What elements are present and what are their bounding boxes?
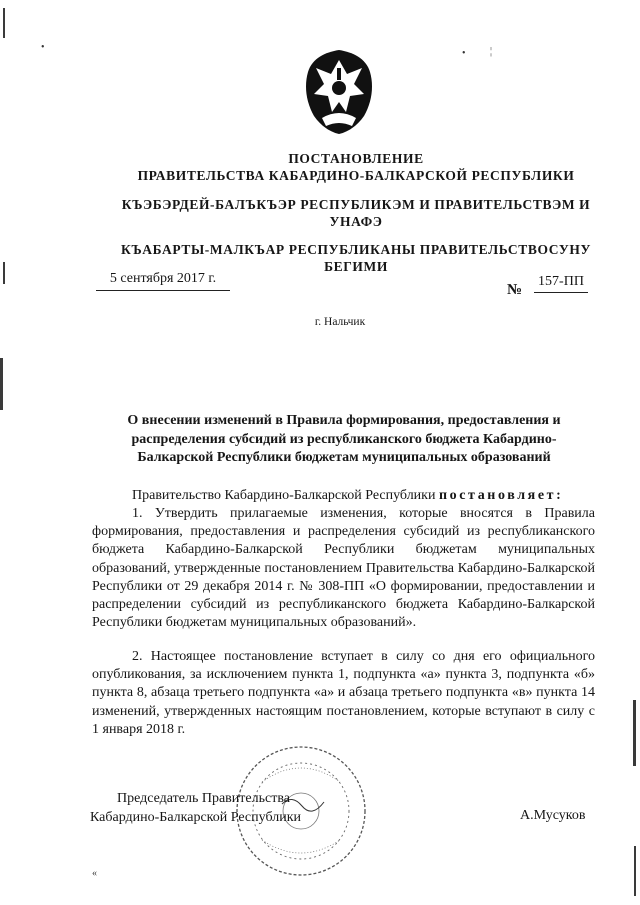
scan-edge-mark bbox=[3, 8, 5, 38]
scan-edge-mark bbox=[634, 846, 636, 896]
scan-edge-mark bbox=[0, 358, 3, 410]
intro-verb: постановляет: bbox=[438, 488, 564, 503]
paragraph-2 bbox=[92, 648, 595, 739]
signatory-position-line2: Кабардино-Балкарской Республики bbox=[90, 809, 301, 825]
intro-text: Правительство Кабардино-Балкарской Республики bbox=[132, 488, 439, 503]
coat-of-arms-emblem bbox=[302, 46, 376, 136]
signatory-position-line1: Председатель Правительства bbox=[117, 791, 290, 806]
issuer-heading: ПРАВИТЕЛЬСТВА КАБАРДИНО-БАЛКАРСКОЙ РЕСПУБЛИКИ bbox=[137, 168, 575, 183]
scan-speck: • bbox=[41, 42, 45, 53]
paragraph-1-text: 1. Утвердить прилагаемые изменения, которые вносятся в Правила формирования, предоставления и распределения субсидий из республиканского бюджета Кабардино-Балкарской Республики бюджетам муниципальных образований, утвержденные постановлением Правительства Кабардино-Балкарской Республики от 29 декабря 2014 г. № 308-ПП «О формировании, предоставлении и распределении субсидий из республиканского бюджета Кабардино-Балкарской Республики бюджетам муниципальных образований». bbox=[92, 506, 595, 631]
balkar-heading-line2: БЕГИМИ bbox=[324, 259, 388, 274]
paragraph-2-text: 2. Настоящее постановление вступает в силу со дня его официального опубликования, за исключением пункта 1, подпункта «а» пункта 3, подпункта «б» пункта 8, абзаца третьего подпункта «а» и абзаца третьего подпункта «в» пункта 14 изменений, утвержденных настоящим постановлением, которые вступают в силу с 1 января 2018 г. bbox=[92, 649, 595, 737]
balkar-heading-line1: КЪАБАРТЫ-МАЛКЪАР РЕСПУБЛИКАНЫ ПРАВИТЕЛЬСТВОСУНУ bbox=[120, 242, 592, 257]
scan-edge-mark bbox=[633, 700, 636, 766]
intro-paragraph bbox=[92, 487, 595, 505]
number-sign: № bbox=[507, 282, 523, 298]
scan-speck: « bbox=[92, 868, 97, 879]
scan-speck: • bbox=[462, 48, 466, 59]
document-title: О внесении изменений в Правила формирования, предоставления и распределения субсидий из республиканского бюджета Кабардино-Балкарской Республики бюджетам муниципальных образований bbox=[127, 413, 561, 465]
kabardian-heading-line1: КЪЭБЭРДЕЙ-БАЛЪКЪЭР РЕСПУБЛИКЭМ И ПРАВИТЕЛЬСТВЭМ И bbox=[121, 197, 591, 212]
signatory-name: А.Мусуков bbox=[520, 808, 586, 823]
kabardian-heading-line2: УНАФЭ bbox=[329, 214, 383, 229]
document-number: 157-ПП bbox=[534, 272, 588, 293]
scan-speck: ¦ bbox=[490, 46, 493, 57]
doc-type-heading: ПОСТАНОВЛЕНИЕ bbox=[288, 151, 424, 166]
city: г. Нальчик bbox=[314, 316, 366, 328]
signatory-position bbox=[90, 790, 301, 827]
paragraph-1 bbox=[92, 505, 595, 632]
document-date: 5 сентября 2017 г. bbox=[96, 268, 230, 291]
